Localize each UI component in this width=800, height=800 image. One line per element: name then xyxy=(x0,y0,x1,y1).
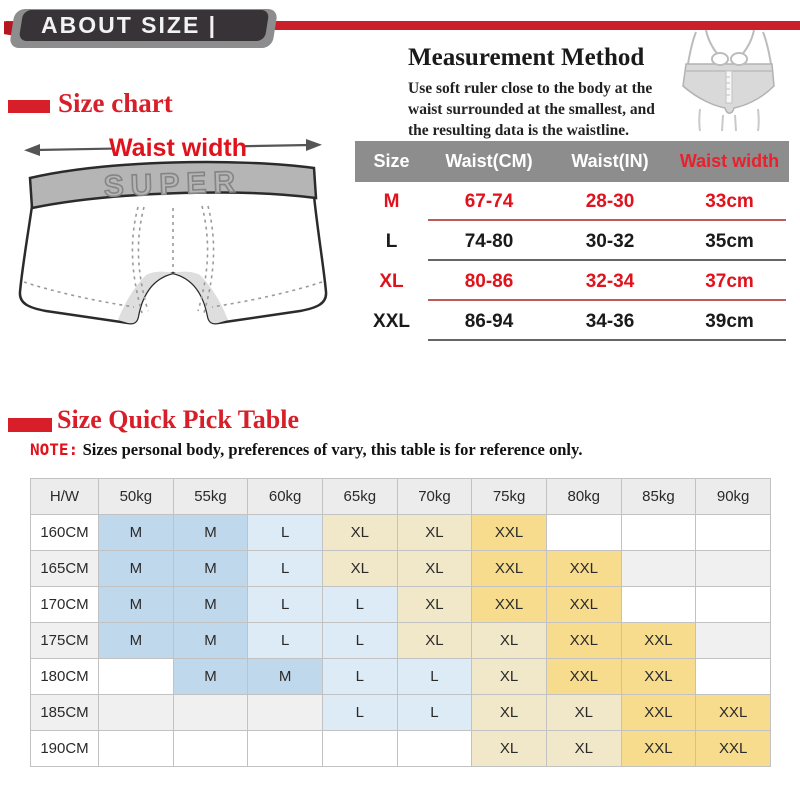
size-cell: M xyxy=(173,551,248,587)
size-cell: XXL xyxy=(546,623,621,659)
size-cell: XXL xyxy=(621,731,696,767)
size-cell xyxy=(696,623,771,659)
weight-col-header: 90kg xyxy=(696,479,771,515)
hands xyxy=(706,30,754,65)
height-label: 180CM xyxy=(31,659,99,695)
size-cell xyxy=(173,695,248,731)
size-cell: L xyxy=(248,551,323,587)
size-cell: XL xyxy=(322,551,397,587)
size-cell: XL xyxy=(322,515,397,551)
size-table-header xyxy=(355,141,789,182)
size-cell xyxy=(322,731,397,767)
size-cell: L xyxy=(397,659,472,695)
size-cell: L xyxy=(248,623,323,659)
size-cell xyxy=(696,587,771,623)
quick-pick-body xyxy=(31,515,771,767)
size-table-row xyxy=(355,182,789,222)
weight-col-header: 50kg xyxy=(99,479,174,515)
weight-col-header: 70kg xyxy=(397,479,472,515)
size-cell: XL xyxy=(546,731,621,767)
row-underline xyxy=(428,339,786,341)
weight-col-header: 60kg xyxy=(248,479,323,515)
size-value: 67-74 xyxy=(464,191,514,212)
size-cell: M xyxy=(248,659,323,695)
size-table-row xyxy=(355,222,789,262)
size-value: 33cm xyxy=(705,191,754,212)
size-cell: M xyxy=(99,587,174,623)
size-cell xyxy=(99,659,174,695)
measurement-line-2: waist surrounded at the smallest, and xyxy=(408,101,655,118)
size-table-row xyxy=(355,302,789,342)
size-chart-heading: Size chart xyxy=(58,88,173,118)
size-value: 35cm xyxy=(705,231,754,252)
note-label: NOTE: xyxy=(30,440,79,459)
measurement-method-text xyxy=(408,78,655,141)
size-cell xyxy=(546,515,621,551)
weight-col-header: 80kg xyxy=(546,479,621,515)
size-cell: M xyxy=(173,587,248,623)
quick-pick-dash xyxy=(8,418,52,432)
quick-pick-row xyxy=(31,659,771,695)
waist-measure-illustration xyxy=(666,30,794,132)
size-cell xyxy=(173,731,248,767)
ruler-strip xyxy=(726,71,732,103)
row-underline xyxy=(428,259,786,261)
size-cell: XL xyxy=(397,623,472,659)
height-label: 170CM xyxy=(31,587,99,623)
size-value: 32-34 xyxy=(585,271,635,292)
height-label: 185CM xyxy=(31,695,99,731)
size-cell: XXL xyxy=(546,551,621,587)
waistband-brand-text: SUPER xyxy=(103,165,243,204)
size-cell: L xyxy=(248,515,323,551)
weight-col-header: 65kg xyxy=(322,479,397,515)
size-cell: M xyxy=(173,659,248,695)
size-table-row xyxy=(355,262,789,302)
size-cell xyxy=(99,731,174,767)
size-cell xyxy=(99,695,174,731)
size-cell: M xyxy=(99,551,174,587)
measurement-line-1: Use soft ruler close to the body at the xyxy=(408,80,653,97)
size-cell: XXL xyxy=(472,551,547,587)
about-size-title: ABOUT SIZE | xyxy=(41,12,218,38)
size-value: 30-32 xyxy=(585,231,635,252)
quick-pick-row xyxy=(31,515,771,551)
quick-pick-note xyxy=(30,440,582,460)
size-cell: XXL xyxy=(546,587,621,623)
size-value: 37cm xyxy=(705,271,754,292)
measurement-line-3: the resulting data is the waistline. xyxy=(408,122,630,139)
size-table-col-header: Waist width xyxy=(679,151,780,171)
size-cell xyxy=(621,515,696,551)
size-table-col-header: Waist(IN) xyxy=(571,151,649,171)
size-cell xyxy=(696,515,771,551)
size-cell: XXL xyxy=(696,695,771,731)
size-cell xyxy=(248,695,323,731)
size-cell: L xyxy=(322,587,397,623)
quick-pick-header-row xyxy=(31,479,771,515)
size-value: 39cm xyxy=(705,311,754,332)
size-table-body xyxy=(355,182,789,342)
size-cell: XL xyxy=(397,587,472,623)
size-cell xyxy=(397,731,472,767)
size-cell: XXL xyxy=(621,659,696,695)
size-cell: XXL xyxy=(621,695,696,731)
size-cell: XL xyxy=(546,695,621,731)
weight-col-header: 75kg xyxy=(472,479,547,515)
size-cell: XXL xyxy=(472,587,547,623)
size-chart-dash xyxy=(8,100,50,113)
size-cell: M xyxy=(99,623,174,659)
about-size-badge xyxy=(19,10,270,41)
size-cell: L xyxy=(397,695,472,731)
size-cell xyxy=(248,731,323,767)
quick-pick-row xyxy=(31,587,771,623)
size-cell: M xyxy=(173,515,248,551)
size-cell: XXL xyxy=(472,515,547,551)
note-text: Sizes personal body, preferences of vary, this table is for reference only. xyxy=(82,440,583,459)
size-value: 28-30 xyxy=(585,191,635,212)
weight-col-header: 85kg xyxy=(621,479,696,515)
height-label: 165CM xyxy=(31,551,99,587)
row-underline xyxy=(428,219,786,221)
size-cell: L xyxy=(322,659,397,695)
quick-pick-heading: Size Quick Pick Table xyxy=(57,405,299,434)
size-cell: L xyxy=(322,695,397,731)
size-label: XL xyxy=(379,271,404,292)
size-cell: M xyxy=(99,515,174,551)
size-cell: XXL xyxy=(621,623,696,659)
size-label: M xyxy=(383,191,400,212)
quick-pick-row xyxy=(31,623,771,659)
size-table-col-header: Waist(CM) xyxy=(445,151,533,171)
size-cell: XL xyxy=(397,551,472,587)
size-cell xyxy=(696,551,771,587)
size-cell: XL xyxy=(472,623,547,659)
size-cell xyxy=(621,587,696,623)
weight-col-header: 55kg xyxy=(173,479,248,515)
size-cell xyxy=(696,659,771,695)
size-cell: XXL xyxy=(546,659,621,695)
height-label: 160CM xyxy=(31,515,99,551)
height-label: 175CM xyxy=(31,623,99,659)
size-cell: XL xyxy=(472,695,547,731)
quick-pick-table xyxy=(30,478,771,767)
size-cell xyxy=(621,551,696,587)
size-cell: M xyxy=(173,623,248,659)
row-underline xyxy=(428,299,786,301)
size-cell: XL xyxy=(472,731,547,767)
measurement-method-title: Measurement Method xyxy=(408,44,645,71)
size-value: 74-80 xyxy=(464,231,514,252)
quick-pick-row xyxy=(31,551,771,587)
weight-col-header: H/W xyxy=(31,479,99,515)
size-cell: L xyxy=(248,587,323,623)
size-table-col-header: Size xyxy=(373,151,410,171)
size-cell: XL xyxy=(472,659,547,695)
quick-pick-row xyxy=(31,695,771,731)
quick-pick-row xyxy=(31,731,771,767)
size-label: L xyxy=(385,231,398,252)
size-value: 86-94 xyxy=(464,311,514,332)
size-cell: L xyxy=(322,623,397,659)
height-label: 190CM xyxy=(31,731,99,767)
size-cell: XXL xyxy=(696,731,771,767)
size-chart-table xyxy=(355,141,789,342)
size-value: 34-36 xyxy=(585,311,635,332)
waist-width-label: Waist width xyxy=(109,134,247,162)
boxer-diagram xyxy=(16,134,330,356)
size-label: XXL xyxy=(373,311,410,332)
size-cell: XL xyxy=(397,515,472,551)
size-value: 80-86 xyxy=(464,271,514,292)
